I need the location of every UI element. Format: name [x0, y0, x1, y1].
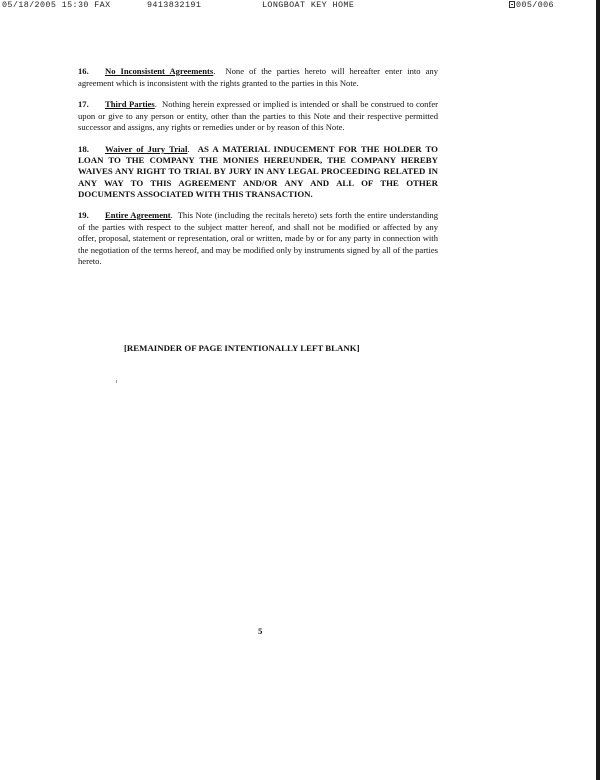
fax-page-indicator — [509, 0, 554, 10]
section-number: 18. — [78, 143, 89, 154]
fax-datetime: 05/18/2005 15:30 FAX — [2, 0, 111, 10]
section-title-punct: . — [154, 99, 157, 110]
section-title-punct: . — [170, 209, 173, 220]
section-text: Nothing herein expressed or implied is intended or shall be construed to confer upon or give to any person or entity, other than the parties to this Note and their respective permitted successor and assigns, any rights or remedies under or by reason of this Note. — [78, 99, 438, 133]
section-text: AS A MATERIAL INDUCEMENT FOR THE HOLDER TO LOAN TO THE COMPANY THE MONIES HEREUNDER, THE COMPANY HEREBY WAIVES ANY RIGHT TO TRIAL BY JURY IN ANY LEGAL PROCEEDING RELATED IN ANY WAY TO THIS AGREEMENT AND/OR ANY AND ALL OF THE OTHER DOCUMENTS ASSOCIATED WITH THIS TRANSACTION. — [78, 143, 438, 199]
page-number: 5 — [258, 626, 263, 636]
section-number: 17. — [78, 99, 89, 110]
section-title-punct: . — [213, 66, 216, 76]
section-19 — [78, 210, 438, 268]
section-number: 16. — [78, 66, 89, 76]
fax-page-icon — [509, 1, 515, 8]
fax-sender: LONGBOAT KEY HOME — [262, 0, 355, 10]
section-title-punct: . — [187, 143, 190, 154]
section-16 — [78, 66, 438, 89]
page-edge-border — [596, 0, 600, 780]
section-title: Third Parties — [105, 99, 155, 110]
fax-page-count: 005/006 — [516, 0, 554, 10]
remainder-blank-note: [REMAINDER OF PAGE INTENTIONALLY LEFT BLANK] — [124, 343, 360, 353]
section-text: None of the parties hereto will hereafter enter into any agreement which is inconsistent with the rights granted to the parties in this Note. — [78, 66, 439, 88]
section-title: Waiver of Jury Trial — [105, 143, 188, 154]
fax-number: 9413832191 — [147, 0, 202, 10]
section-title: Entire Agreement — [105, 209, 171, 220]
section-text: This Note (including the recitals hereto) sets forth the entire understanding of the parties with respect to the subject matter hereof, and shall not be modified or affected by any offer, proposal, statement or representation, oral or written, made by or for any party in connection with the negotiation of the terms hereof, and may be modified only by instruments signed by all of the parties hereto. — [78, 209, 438, 267]
document-body — [78, 66, 438, 278]
section-number: 19. — [78, 209, 89, 220]
section-title: No Inconsistent Agreements — [105, 66, 214, 76]
fax-header — [0, 0, 600, 12]
section-18 — [78, 144, 438, 200]
scan-speck — [116, 380, 117, 383]
section-17 — [78, 99, 438, 134]
